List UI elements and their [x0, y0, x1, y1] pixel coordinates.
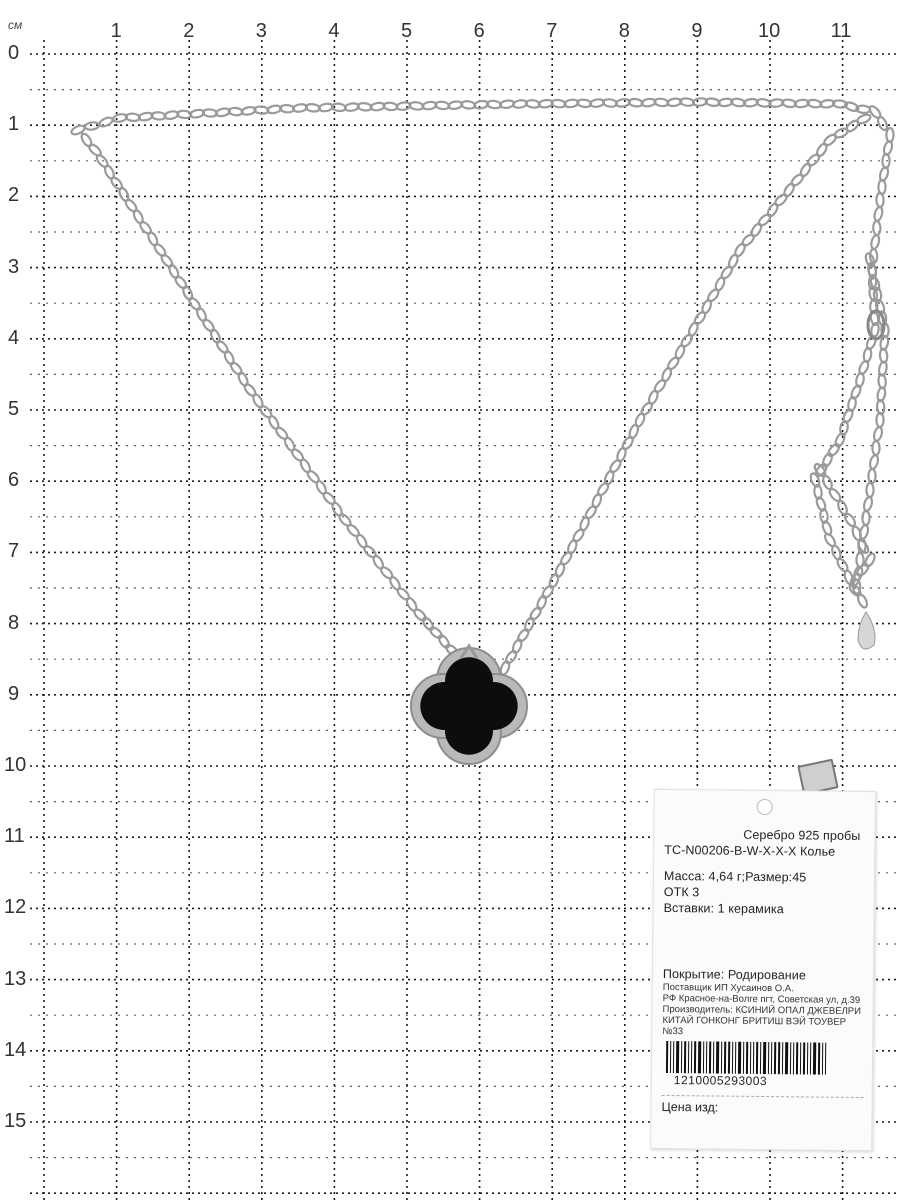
chain-link [80, 132, 94, 148]
chain-drop-tag [858, 612, 875, 649]
ruler-unit-label: см [8, 18, 23, 32]
ruler-left-mark: 9 [8, 682, 20, 705]
chain-link [741, 233, 756, 248]
chain-link [856, 593, 869, 609]
tag-otk: ОТК 3 [663, 884, 700, 900]
ruler-left-mark: 3 [8, 255, 20, 278]
ruler-top-mark: 11 [830, 20, 852, 42]
tag-address: РФ Красное-на-Волге пгт, Советская ул, д.39 [662, 992, 861, 1007]
tag-metal: Серебро 925 пробы [743, 827, 861, 844]
tag-hole [757, 799, 773, 815]
barcode-bar [732, 1042, 733, 1074]
chain-link [757, 213, 772, 228]
ruler-top-mark: 1 [110, 20, 122, 42]
barcode-bar [790, 1042, 791, 1074]
tag-article: ТС-N00206-B-W-X-X-X Колье [664, 842, 836, 859]
ruler-left-mark: 0 [8, 42, 20, 64]
barcode-bar [803, 1042, 805, 1074]
barcode-bar [724, 1042, 726, 1074]
chain-link [873, 221, 881, 235]
chain-link [87, 143, 102, 158]
barcode-bar [709, 1041, 711, 1073]
tag-manufacturer: Производитель: КСИНИЙ ОПАЛ ДЖЕВЕЛРИ [662, 1003, 862, 1018]
ruler-top-mark: 3 [255, 20, 267, 42]
barcode-bar [666, 1041, 668, 1073]
chain-link [866, 483, 873, 497]
barcode-bar [694, 1041, 696, 1073]
barcode-bar [825, 1043, 826, 1075]
price-label: Цена изд: [661, 1095, 863, 1116]
tag-supplier: Поставщик ИП Хусаинов О.А. [662, 981, 794, 995]
ruler-left-mark: 4 [8, 326, 20, 349]
barcode-bar [698, 1041, 701, 1073]
barcode-bar [818, 1043, 820, 1075]
chain-link [548, 573, 560, 589]
ruler-left-mark: 14 [4, 1038, 27, 1061]
barcode-bar [813, 1043, 816, 1075]
chain-link [878, 180, 885, 194]
barcode-bar [796, 1042, 798, 1074]
ruler-left-mark: 13 [4, 967, 27, 990]
chain-link [863, 496, 874, 511]
barcode-bar [706, 1041, 707, 1073]
barcode-bar [778, 1042, 780, 1074]
chain-link [876, 413, 883, 427]
chain-link [827, 442, 842, 457]
barcode-bar [810, 1042, 811, 1074]
ruler-left-mark: 1 [8, 113, 20, 136]
tag-coating: Покрытие: Родирование [662, 966, 807, 983]
ruler-top-mark: 9 [691, 20, 703, 42]
chain-link [879, 166, 890, 181]
ruler-top-mark: 10 [758, 20, 781, 42]
barcode-bar [688, 1041, 689, 1073]
ruler-top-mark: 4 [328, 20, 340, 42]
ruler-left-mark: 8 [8, 611, 20, 634]
chain-link [883, 140, 894, 155]
price-tag [650, 789, 876, 1151]
chain-link [85, 121, 100, 130]
barcode-bar [793, 1042, 794, 1074]
ruler-top-mark: 7 [546, 20, 558, 42]
ruler-left-mark: 11 [4, 825, 25, 848]
barcode-bar [735, 1042, 736, 1074]
chain-link [773, 193, 788, 208]
barcode-bar [800, 1042, 801, 1074]
ruler-top-mark: 8 [618, 20, 630, 42]
chain-link [98, 116, 114, 128]
ruler-top-mark: 6 [473, 20, 485, 42]
barcode-bar [684, 1041, 686, 1073]
barcode-bar [670, 1041, 671, 1073]
chain-link [790, 173, 805, 188]
ruler-left-mark: 2 [8, 184, 20, 207]
barcode-bar [721, 1042, 722, 1074]
ruler-top-mark: 5 [401, 20, 413, 42]
barcode-bar [750, 1042, 751, 1074]
barcode-bar [753, 1042, 754, 1074]
barcode-bar [763, 1042, 766, 1074]
chain-link [872, 441, 879, 455]
barcode-bar [756, 1042, 758, 1074]
barcode-bar [785, 1042, 788, 1074]
barcode-bar [716, 1042, 719, 1074]
barcode [666, 1041, 864, 1075]
barcode-bar [681, 1041, 682, 1073]
barcode-bar [774, 1042, 776, 1074]
chain-link [437, 634, 451, 650]
tag-inserts: Вставки: 1 керамика [663, 900, 784, 917]
ruler-left-mark: 6 [8, 469, 20, 492]
barcode-bar [746, 1042, 748, 1074]
barcode-bar [691, 1041, 692, 1073]
chain-link [428, 625, 443, 639]
barcode-bar [822, 1043, 823, 1075]
chain-link [876, 193, 884, 207]
barcode-bar [768, 1042, 769, 1074]
ruler-top-mark: 2 [183, 20, 195, 42]
ruler-left-mark: 5 [8, 398, 20, 420]
tag-mass-size: Масса: 4,64 г;Размер:45 [663, 868, 807, 885]
barcode-bar [771, 1042, 772, 1074]
chain-link [187, 296, 202, 311]
barcode-bar [703, 1041, 704, 1073]
ruler-left-mark: 12 [4, 896, 27, 919]
barcode-bar [760, 1042, 761, 1074]
chain-link [869, 454, 880, 469]
barcode-number: 1210005293003 [673, 1073, 768, 1089]
chain-link [870, 234, 880, 249]
barcode-bar [728, 1042, 730, 1074]
barcode-bar [713, 1041, 714, 1073]
barcode-bar [738, 1042, 741, 1074]
chain-link [215, 339, 230, 354]
pendant-onyx-center [443, 680, 495, 732]
ruler-left-mark: 7 [8, 540, 20, 563]
chain-link [856, 113, 872, 125]
chain-link [862, 511, 869, 525]
tag-country: КИТАЙ ГОНКОНГ БРИТИШ ВЭЙ ТОУВЕР [662, 1014, 847, 1028]
ruler-left-mark: 10 [4, 754, 27, 776]
barcode-bar [673, 1041, 674, 1073]
chain-link [886, 128, 893, 142]
barcode-bar [782, 1042, 783, 1074]
barcode-bar [676, 1041, 679, 1073]
chain-link [873, 426, 884, 441]
barcode-bar [807, 1042, 808, 1074]
chain-link [873, 206, 883, 221]
barcode-bar [743, 1042, 744, 1074]
chain-link [806, 153, 821, 168]
tag-number: №33 [662, 1025, 684, 1038]
ruler-left-mark: 15 [4, 1110, 27, 1132]
chain-link [421, 616, 435, 632]
